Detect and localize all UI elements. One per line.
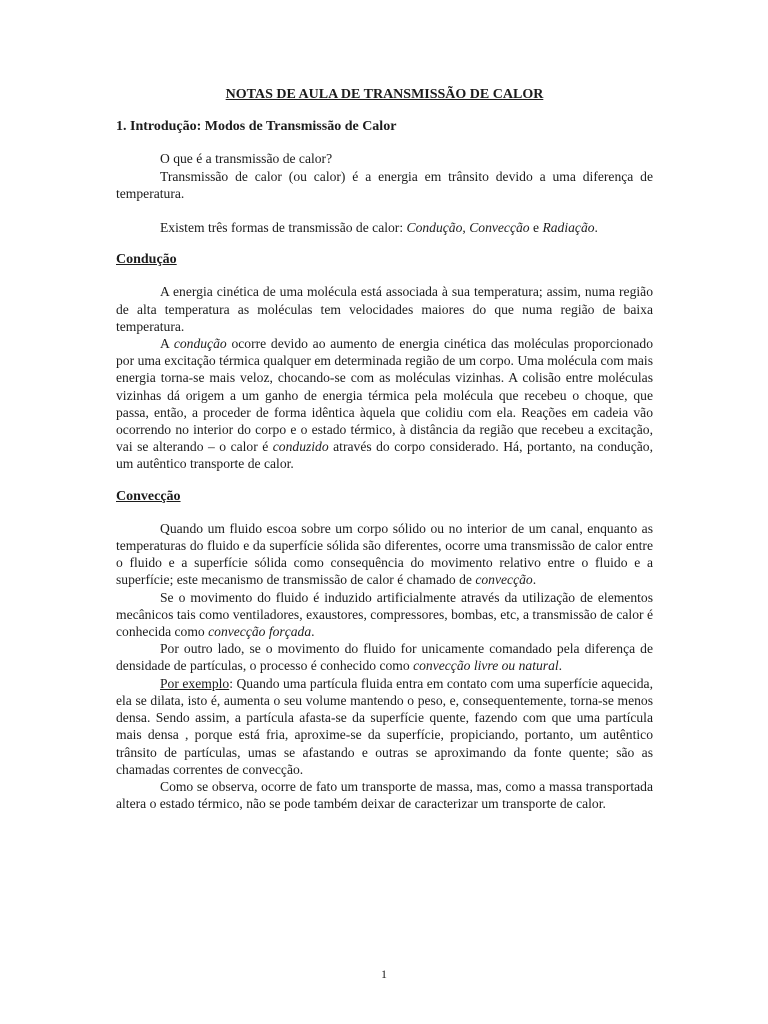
term-conducao: Condução [406, 220, 463, 236]
example-label: Por exemplo [160, 675, 230, 691]
definition-paragraph: Transmissão de calor (ou calor) é a energia em trânsito devido a uma diferença de temperatura. [116, 168, 653, 201]
conveccao-p2-italic: convecção forçada [208, 624, 312, 640]
section-heading-introducao: 1. Introdução: Modos de Transmissão de Calor [116, 119, 397, 135]
conveccao-paragraph-5: Como se observa, ocorre de fato um transporte de massa, mas, como a massa transportada altera o estado térmico, não se pode também deixar de caracterizar um transporte de calor. [116, 778, 653, 812]
conveccao-p3-italic: convecção livre ou natural [413, 658, 559, 674]
conveccao-paragraph-4 [116, 675, 653, 778]
document-title: NOTAS DE AULA DE TRANSMISSÃO DE CALOR [225, 87, 544, 102]
conveccao-p1-italic: convecção [475, 572, 533, 588]
conducao-text-b: ocorre devido ao aumento de energia cinética das moléculas proporcionado por uma excitação térmica qualquer em determinada região de um corpo. Uma molécula com mais energia torna-se mais veloz, chocando-se com as moléculas vizinhas. A colisão entre moléculas vizinhas dá origem a um ganho de energia térmica pela molécula que recebeu o choque, que passa, então, a proceder de forma idêntica àquela que colidiu com ela. Reações em cadeia vão ocorrendo no interior do corpo e o estado térmico, à distância da região que recebeu a excitação, vai se alterando – o calor é [116, 336, 653, 455]
question-paragraph: O que é a transmissão de calor? [160, 151, 333, 167]
forms-separator-1: , [462, 220, 470, 236]
conveccao-p3-end: . [558, 658, 563, 674]
conveccao-p1-end: . [532, 572, 537, 588]
forms-period: . [594, 220, 598, 236]
term-radiacao: Radiação [542, 220, 595, 236]
conveccao-p4-text: : Quando uma partícula fluida entra em contato com uma superfície aquecida, ela se dilata, isto é, aumenta o seu volume mantendo o peso, e, consequentemente, torna-se menos densa. Sendo assim, a partícula afasta-se da superfície quente, fazendo com que uma partícula mais densa , porque está fria, aproxime-se da superfície, propiciando, portanto, um autêntico trânsito de partículas, umas se afastando e outras se aproximando da fonte quente; são as chamadas correntes de convecção. [116, 675, 653, 777]
page-number: 1 [381, 967, 387, 981]
conveccao-paragraph-3 [116, 640, 653, 674]
forms-text: Existem três formas de transmissão de calor: [160, 220, 407, 236]
conveccao-p3-text: Por outro lado, se o movimento do fluido for unicamente comandado pela diferença de densidade de partículas, o processo é conhecido como [116, 641, 653, 674]
term-conveccao: Convecção [469, 220, 530, 236]
forms-separator-2: e [529, 220, 543, 236]
section-heading-conducao: Condução [116, 252, 177, 268]
conveccao-p2-end: . [311, 624, 315, 640]
conducao-italic-b: conduzido [272, 439, 329, 455]
conducao-paragraph-2 [116, 335, 653, 473]
forms-paragraph [116, 219, 653, 236]
conveccao-p1-text: Quando um fluido escoa sobre um corpo sólido ou no interior de um canal, enquanto as temperaturas do fluido e da superfície sólida são diferentes, ocorre uma transmissão de calor entre o fluido e a superfície sólida como consequência do movimento relativo entre o fluido e a superfície; este mecanismo de transmissão de calor é chamado de [116, 520, 653, 588]
conveccao-paragraph-2 [116, 589, 653, 641]
conducao-italic-a: condução [173, 336, 227, 352]
conveccao-p2-text: Se o movimento do fluido é induzido artificialmente através da utilização de elementos mecânicos tais como ventiladores, exaustores, compressores, bombas, etc, a transmissão de calor é conhecida como [116, 589, 653, 640]
conveccao-paragraph-1 [116, 520, 653, 589]
section-heading-conveccao: Convecção [116, 488, 181, 504]
conducao-paragraph-1: A energia cinética de uma molécula está associada à sua temperatura; assim, numa região de alta temperatura as moléculas tem velocidades maiores do que numa região de baixa temperatura. [116, 284, 653, 334]
conducao-text-c: através do corpo considerado. Há, portanto, na condução, um autêntico transporte de calor. [116, 439, 653, 472]
conducao-text-a: A [160, 336, 174, 352]
